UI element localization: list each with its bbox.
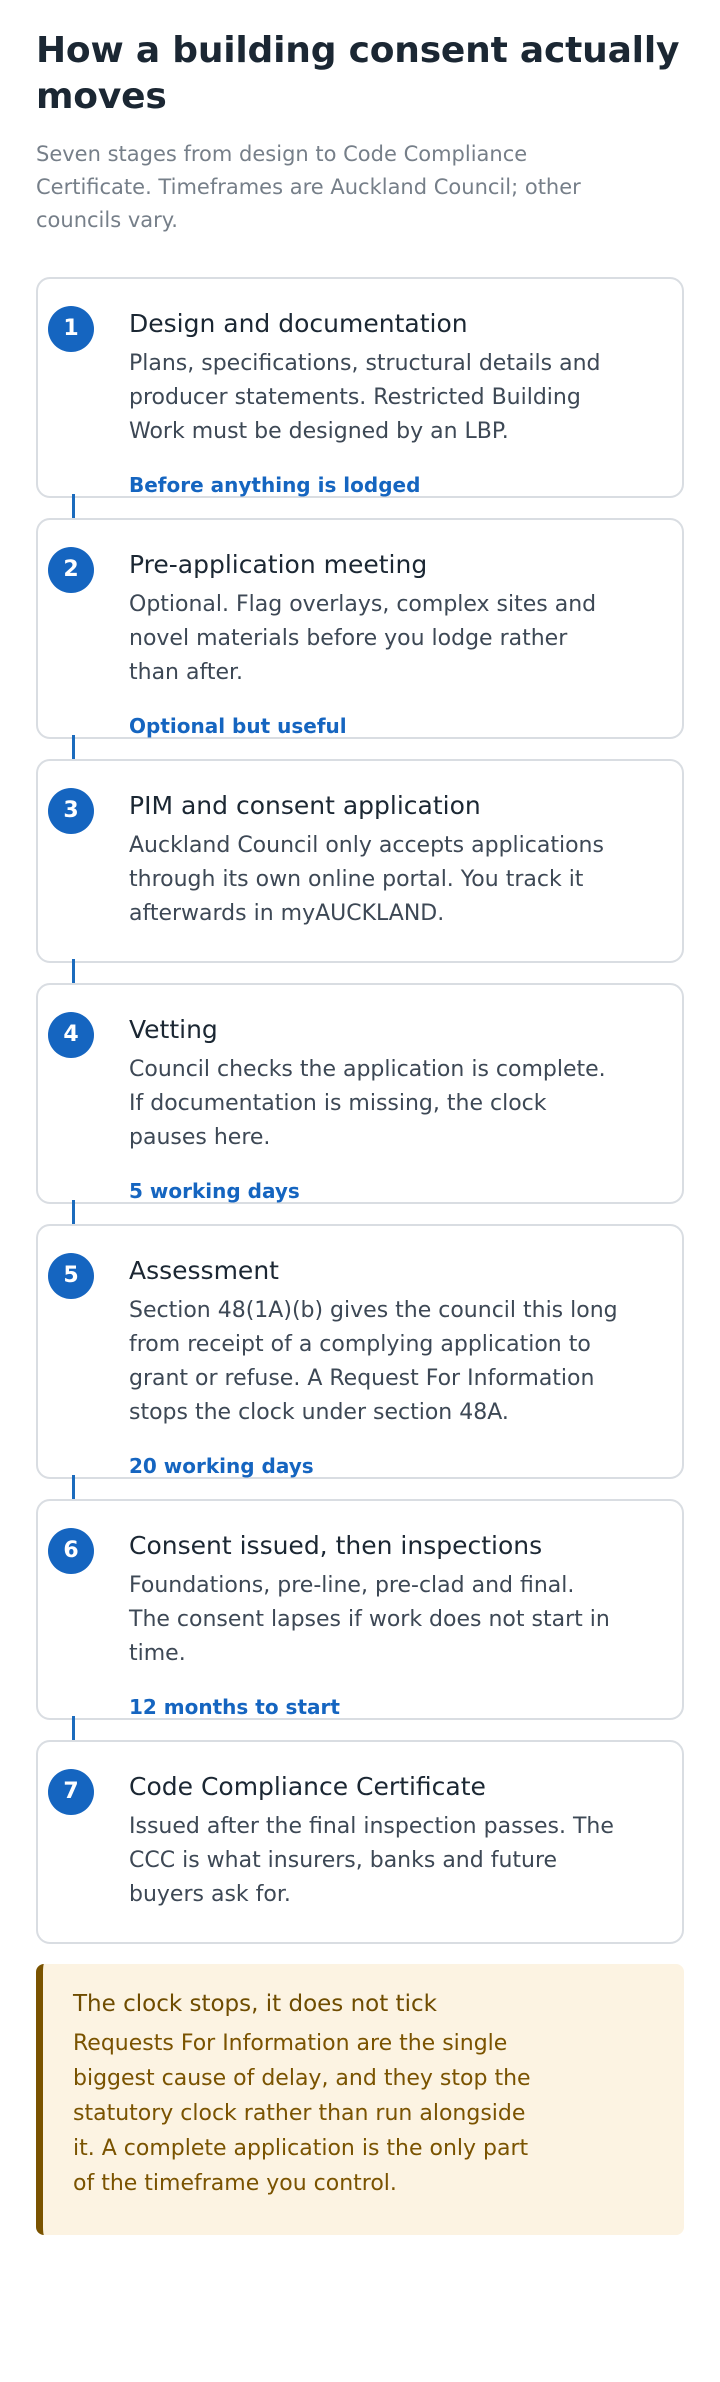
timeline-step-vetting xyxy=(36,983,684,1204)
consent-timeline xyxy=(36,277,684,1944)
step-description: Issued after the final inspection passes. The CCC is what insurers, banks and future buyers ask for. xyxy=(129,1814,614,1907)
step-timeframe-tag: 5 working days xyxy=(129,1179,300,1203)
step-number-badge: 1 xyxy=(48,306,94,352)
timeline-step-design xyxy=(36,277,684,498)
step-description: Auckland Council only accepts applications through its own online portal. You track it afterwards in myAUCKLAND. xyxy=(129,833,604,926)
timeline-step-pre-application xyxy=(36,518,684,739)
callout-title: The clock stops, it does not tick xyxy=(73,1991,437,2017)
step-timeframe-tag: Before anything is lodged xyxy=(129,473,421,497)
step-description: Optional. Flag overlays, complex sites and novel materials before you lodge rather than after. xyxy=(129,592,597,685)
step-title: Pre-application meeting xyxy=(129,550,428,579)
step-timeframe-tag: 20 working days xyxy=(129,1454,314,1478)
timeline-step-application xyxy=(36,759,684,963)
step-number-badge: 3 xyxy=(48,788,94,834)
warning-callout xyxy=(36,1964,684,2235)
step-title: PIM and consent application xyxy=(129,791,481,820)
timeline-step-inspections xyxy=(36,1499,684,1720)
step-number-badge: 5 xyxy=(48,1253,94,1299)
step-description: Section 48(1A)(b) gives the council this long from receipt of a complying application to grant or refuse. A Request For Information stops the clock under section 48A. xyxy=(129,1298,618,1425)
step-description: Council checks the application is complete. If documentation is missing, the clock pauses here. xyxy=(129,1057,606,1150)
step-number-badge: 6 xyxy=(48,1528,94,1574)
callout-body: Requests For Information are the single biggest cause of delay, and they stop the statutory clock rather than run alongside it. A complete application is the only part of the timeframe you control. xyxy=(73,2031,531,2196)
page-title: How a building consent actually moves xyxy=(36,30,680,117)
step-title: Consent issued, then inspections xyxy=(129,1531,543,1560)
step-timeframe-tag: Optional but useful xyxy=(129,714,347,738)
step-description: Plans, specifications, structural details and producer statements. Restricted Building Work must be designed by an LBP. xyxy=(129,351,601,444)
step-title: Design and documentation xyxy=(129,309,468,338)
step-title: Code Compliance Certificate xyxy=(129,1772,486,1801)
step-number-badge: 2 xyxy=(48,547,94,593)
timeline-step-ccc xyxy=(36,1740,684,1944)
step-number-badge: 7 xyxy=(48,1769,94,1815)
step-title: Vetting xyxy=(129,1015,218,1044)
step-description: Foundations, pre-line, pre-clad and final. The consent lapses if work does not start in time. xyxy=(129,1573,610,1666)
timeline-step-assessment xyxy=(36,1224,684,1479)
step-title: Assessment xyxy=(129,1256,279,1285)
page-intro: Seven stages from design to Code Compliance Certificate. Timeframes are Auckland Council; other councils vary. xyxy=(36,142,581,232)
step-number-badge: 4 xyxy=(48,1012,94,1058)
step-timeframe-tag: 12 months to start xyxy=(129,1695,340,1719)
